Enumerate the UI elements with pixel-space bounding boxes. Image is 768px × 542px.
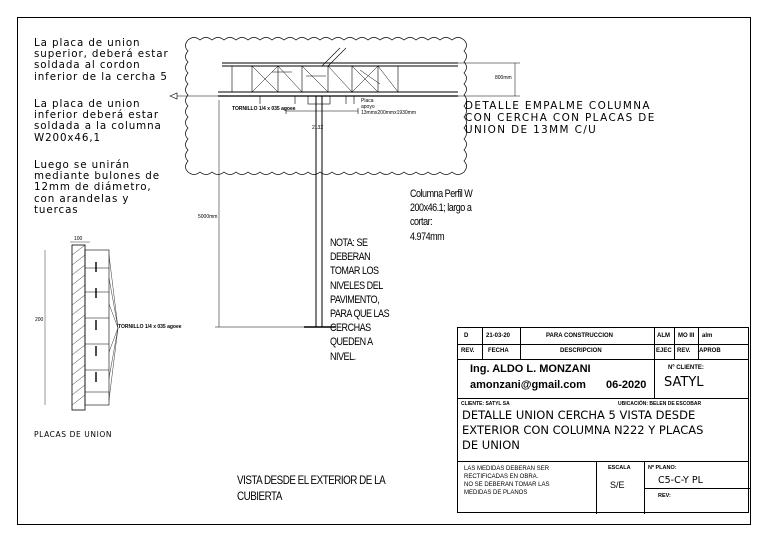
note-bolts: Luego se unirán mediante bulones de 12mm de diámetro, con arandelas y tuercas (34, 159, 160, 216)
tb-d: D (464, 333, 469, 339)
view-label: VISTA DESDE EL EXTERIOR DE LA CUBIERTA (237, 473, 386, 503)
tb-ejec: EJEC (656, 348, 672, 354)
tb-client-no-label: Nº CLIENTE: (668, 365, 704, 371)
revision-cloud (186, 38, 467, 175)
tb-cliente: CLIENTE: SATYL SA (461, 401, 510, 407)
tb-alm: ALM (657, 333, 670, 339)
tb-client-no: SATYL (664, 375, 704, 390)
tb-fecha: FECHA (488, 348, 509, 354)
support-plate-label: Placa apoyo 13mmx200mmx1930mm (361, 98, 417, 116)
tb-date1: 21-03-20 (486, 333, 511, 339)
note-upper-plate: La placa de union superior, deberá estar soldada al cordon inferior de la cercha 5 (34, 37, 169, 83)
dim-800-label: 800mm (495, 75, 512, 81)
bolt-side-label: TORNILLO 1/4 x 035 agoee (118, 324, 182, 330)
side-elevation (45, 242, 118, 410)
levels-note: NOTA: SE DEBERAN TOMAR LOS NIVELES DEL PAVIMENTO, PARA QUE LAS CERCHAS QUEDEN A NIVEL. (330, 237, 390, 363)
tb-rev: REV. (461, 348, 475, 354)
tb-alm2: alm (702, 333, 713, 339)
tb-date: 06-2020 (606, 379, 647, 391)
tb-engineer: Ing. ALDO L. MONZANI (470, 363, 591, 375)
dim-2132-label: 2132 (312, 125, 324, 131)
dimension-5000 (215, 100, 304, 327)
note-lower-plate: La placa de union inferior deberá estar soldada a la columna W200x46,1 (34, 98, 162, 144)
title-block (457, 327, 749, 513)
truss-5 (170, 48, 458, 99)
tb-descripcion: DESCRIPCION (560, 348, 602, 354)
tb-escala-label: ESCALA (608, 465, 631, 471)
bolt-top-label: TORNILLO 1/4 x 035 agoee (232, 106, 296, 112)
dim-5000-label: 5000mm (198, 214, 218, 220)
tb-escala: S/E (610, 480, 625, 490)
tb-ubicacion: UBICACIÓN: BELEN DE ESCOBAR (618, 401, 702, 407)
plate-height-label: 200 (35, 317, 44, 323)
tb-mo: MO III (678, 333, 695, 339)
tb-rev2: REV. (677, 348, 691, 354)
plates-label: PLACAS DE UNION (34, 430, 113, 439)
tb-desc1: PARA CONSTRUCCION (546, 333, 613, 339)
column-profile-note: Columna Perfil W 200x46.1; largo a cortar: 4.974mm (410, 188, 473, 243)
tb-plano: C5-C-Y PL (658, 475, 703, 486)
tb-email: amonzani@gmail.com (470, 379, 586, 391)
plate-width-label: 100 (74, 236, 83, 242)
tb-title: DETALLE UNION CERCHA 5 VISTA DESDE EXTERIOR CON COLUMNA N222 Y PLACAS DE UNION (462, 408, 704, 452)
tb-aprob: APROB (699, 348, 721, 354)
detail-title: DETALLE EMPALME COLUMNA CON CERCHA CON PLACAS DE UNION DE 13MM C/U (465, 100, 656, 136)
tb-measures-note: LAS MEDIDAS DEBERAN SER RECTIFICADAS EN OBRA. NO SE DEBERAN TOMAR LAS MEDIDAS DE PLANOS (464, 466, 550, 496)
tb-plano-label: Nº PLANO: (648, 465, 677, 471)
tb-rev-label: REV: (658, 493, 671, 499)
